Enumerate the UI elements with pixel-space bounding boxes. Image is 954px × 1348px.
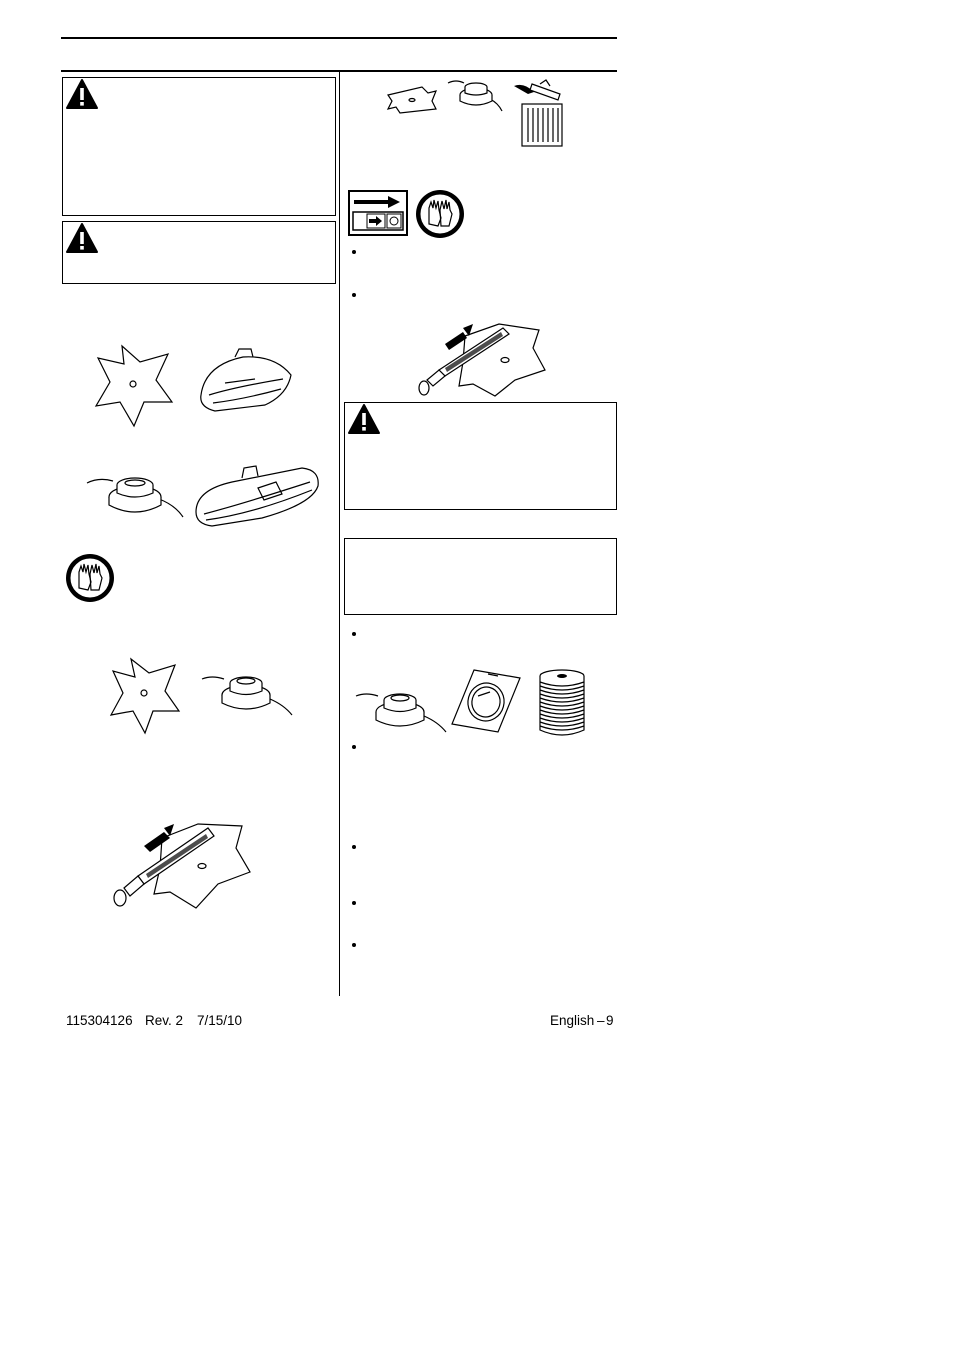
- note-box: [344, 538, 617, 615]
- warning-box-1: [62, 77, 336, 216]
- warning-box-3: [344, 402, 617, 510]
- trimmer-head-icon: [85, 465, 195, 525]
- trimmer-line-package-icon: [450, 668, 522, 734]
- bullet-6: [352, 901, 356, 905]
- read-manual-icon: [348, 190, 408, 236]
- blade-guard-icon: [195, 345, 295, 425]
- warning-triangle-icon: [347, 403, 381, 435]
- bullet-2: [352, 293, 356, 297]
- gloves-icon: [414, 188, 466, 240]
- trimmer-head-icon: [446, 75, 506, 115]
- grass-blade-icon: [90, 340, 180, 430]
- footer-doc-number: 115304126: [66, 1013, 133, 1028]
- grass-blade-icon: [384, 85, 440, 115]
- bullet-3: [352, 632, 356, 636]
- footer-revision: Rev. 2: [145, 1013, 184, 1028]
- warning-box-2: [62, 221, 336, 284]
- footer-date: 7/15/10: [197, 1013, 243, 1028]
- trimmer-line-spool-icon: [536, 668, 588, 738]
- file-sharpening-icon: [110, 818, 260, 918]
- footer-language: English: [550, 1013, 595, 1028]
- trimmer-head-icon: [354, 682, 454, 738]
- footer-page-number: 9: [606, 1013, 614, 1028]
- blade-guard-icon: [192, 460, 322, 530]
- file-sharpening-icon: [415, 320, 555, 400]
- trimmer-head-icon: [200, 665, 300, 721]
- bullet-5: [352, 845, 356, 849]
- bullet-4: [352, 745, 356, 749]
- warning-triangle-icon: [65, 78, 99, 110]
- warning-triangle-icon: [65, 222, 99, 254]
- bullet-1: [352, 250, 356, 254]
- trash-can-icon: [510, 80, 570, 148]
- gloves-icon: [64, 552, 116, 604]
- bullet-7: [352, 943, 356, 947]
- footer-dash: –: [597, 1013, 605, 1028]
- header-rule-top: [61, 37, 617, 39]
- column-divider: [339, 72, 340, 996]
- grass-blade-icon: [105, 655, 185, 735]
